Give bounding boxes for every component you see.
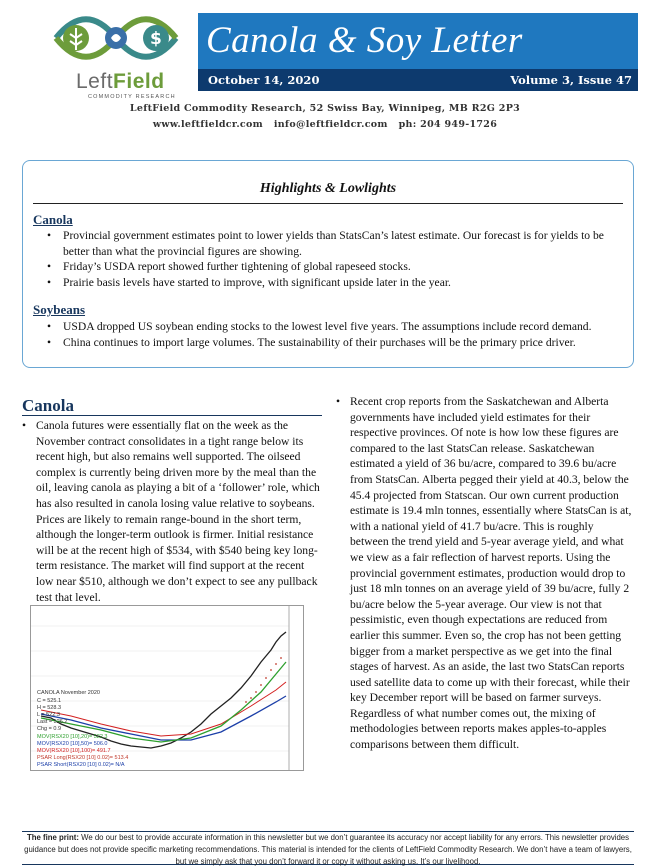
logo-wordmark: LeftField [76, 70, 165, 93]
chart-legend-text: MOV(RSX20 [10],100)= 491.7 [37, 748, 111, 754]
list-item: • China continues to import large volumes. The sustainability of their purchases will be the primary price driver. [45, 335, 625, 351]
divider [22, 415, 322, 416]
contact-web-email-phone: www.leftfieldcr.com info@leftfieldcr.com ph: 204 949-1726 [152, 119, 498, 130]
fine-print-label: The fine print: [26, 833, 79, 842]
fine-print-text: We do our best to provide accurate information in this newsletter but we don’t guarantee its accuracy nor accept liability for any errors. This newsletter provides guidance but does not provide specific marketing recommendations. This material is intended for the clients of LeftField Commodity Research. We don’t have a team of lawyers, but we simply ask that you don’t forward it or copy it without asking us. It’s our livelihood. [24, 833, 632, 866]
contact-address: LeftField Commodity Research, 52 Swiss Bay, Winnipeg, MB R2G 2P3 [129, 103, 521, 114]
chart-legend-text: Last = 526.2 [37, 719, 68, 725]
chart-legend-title: CANOLA November 2020 [37, 690, 100, 696]
article-paragraph: • Recent crop reports from the Saskatchewan and Alberta governments have included yield estimates for their respective provinces. Of note is how low these figures are compared to the last StatsCan release. Saskatchewan estimated a yield of 36 bu/acre, compared to 39.6 bu/acre from StatsCan. Alberta pegged their yield at 40.3, below the 45.4 projected from Statscan. Our own current production estimate is 19.4 mln tonnes, essentially where StatsCan is at, with a national yield of 41.7 bu/acre. This is roughly between the trend yield and 5-year average yield, and what we view as a fair reflection of harvest reports. Using the provincial government estimates, production would drop to just 18 mln tonnes on an average yield of 39 bu/acre, fully 2 bu/acre below the 5-year average. Our view is not that pessimistic, even though expectations are reduced from earlier this summer. Even so, the crop has not been getting bigger from a market perspective as we get into the final stages of harvest. As an aside, the last two StatsCan reports used satellite data to come up with their forecast, while their key December report will be based on farmer surveys. Regardless of what number comes out, the mixing of methodologies between reports makes apples-to-apples comparisons between them difficult. [336, 394, 634, 753]
highlights-canola-list [45, 228, 625, 290]
chart-legend-text: PSAR Short(RSX20 [10] 0.02)= N/A [37, 762, 125, 768]
title-banner [198, 13, 638, 69]
canola-price-chart [30, 605, 304, 771]
list-item: • Provincial government estimates point to lower yields than StatsCan’s latest estimate. Our forecast is for yields to be better than what the provincial figures are showing. [45, 228, 625, 259]
newsletter-title: Canola & Soy Letter [206, 20, 523, 61]
chart-legend-text: PSAR Long(RSX20 [10] 0.02)= 513.4 [37, 755, 129, 761]
chart-legend-text: C = 525.1 [37, 698, 62, 704]
chart-legend-text: MOV(RSX20 [10],50)= 506.0 [37, 741, 108, 747]
price-chart-graphic [31, 606, 303, 770]
issue-bar [198, 69, 638, 91]
svg-text:$: $ [150, 29, 162, 49]
list-item: • Prairie basis levels have started to improve, with significant upside later in the year. [45, 275, 625, 291]
chart-legend-text: Chg = 0.9 [37, 726, 62, 732]
highlights-canola-heading: Canola [33, 212, 73, 227]
list-item: • USDA dropped US soybean ending stocks to the lowest level five years. The assumptions include record demand. [45, 319, 625, 335]
chart-legend-text: H = 528.3 [37, 705, 62, 711]
leftfield-logo [18, 8, 188, 98]
article-paragraph: • Canola futures were essentially flat on the week as the November contract consolidates in a tight range below its recent high, but also remains well supported. The oilseed complex is currently being driven more by the meal than the oil, leaving canola as playing a bit of a ‘follower’ role, which has also resulted in canola losing value relative to soybeans. Prices are likely to remain range-bound in the short term, although the longer-term outlook is firmer. Initial resistance will be at the recent high of $534, with $540 being key long-term resistance. The market will find support at the recent low near $510, although we don’t expect to see any pullback test that level. [22, 418, 322, 605]
article-left-column [22, 418, 322, 605]
highlights-soybeans-heading: Soybeans [33, 302, 86, 317]
article-heading: Canola [22, 396, 74, 415]
chart-legend-text: L = 522.3 [37, 712, 60, 718]
chart-legend-text: MOV(RSX20 [10],20)= 522.3 [37, 734, 108, 740]
issue-volume: Volume 3, Issue 47 [510, 73, 632, 87]
contact-block [0, 101, 650, 133]
logo-subtitle: COMMODITY RESEARCH [88, 94, 176, 100]
article-right-column [336, 394, 634, 753]
fine-print [22, 831, 634, 865]
highlights-title: Highlights & Lowlights [259, 181, 397, 196]
list-item: • Friday’s USDA report showed further tightening of global rapeseed stocks. [45, 259, 625, 275]
highlights-box [22, 160, 634, 368]
logo-mark-icon [18, 8, 188, 70]
divider [33, 203, 623, 204]
highlights-soybeans-list [45, 319, 625, 350]
issue-date: October 14, 2020 [208, 73, 320, 87]
